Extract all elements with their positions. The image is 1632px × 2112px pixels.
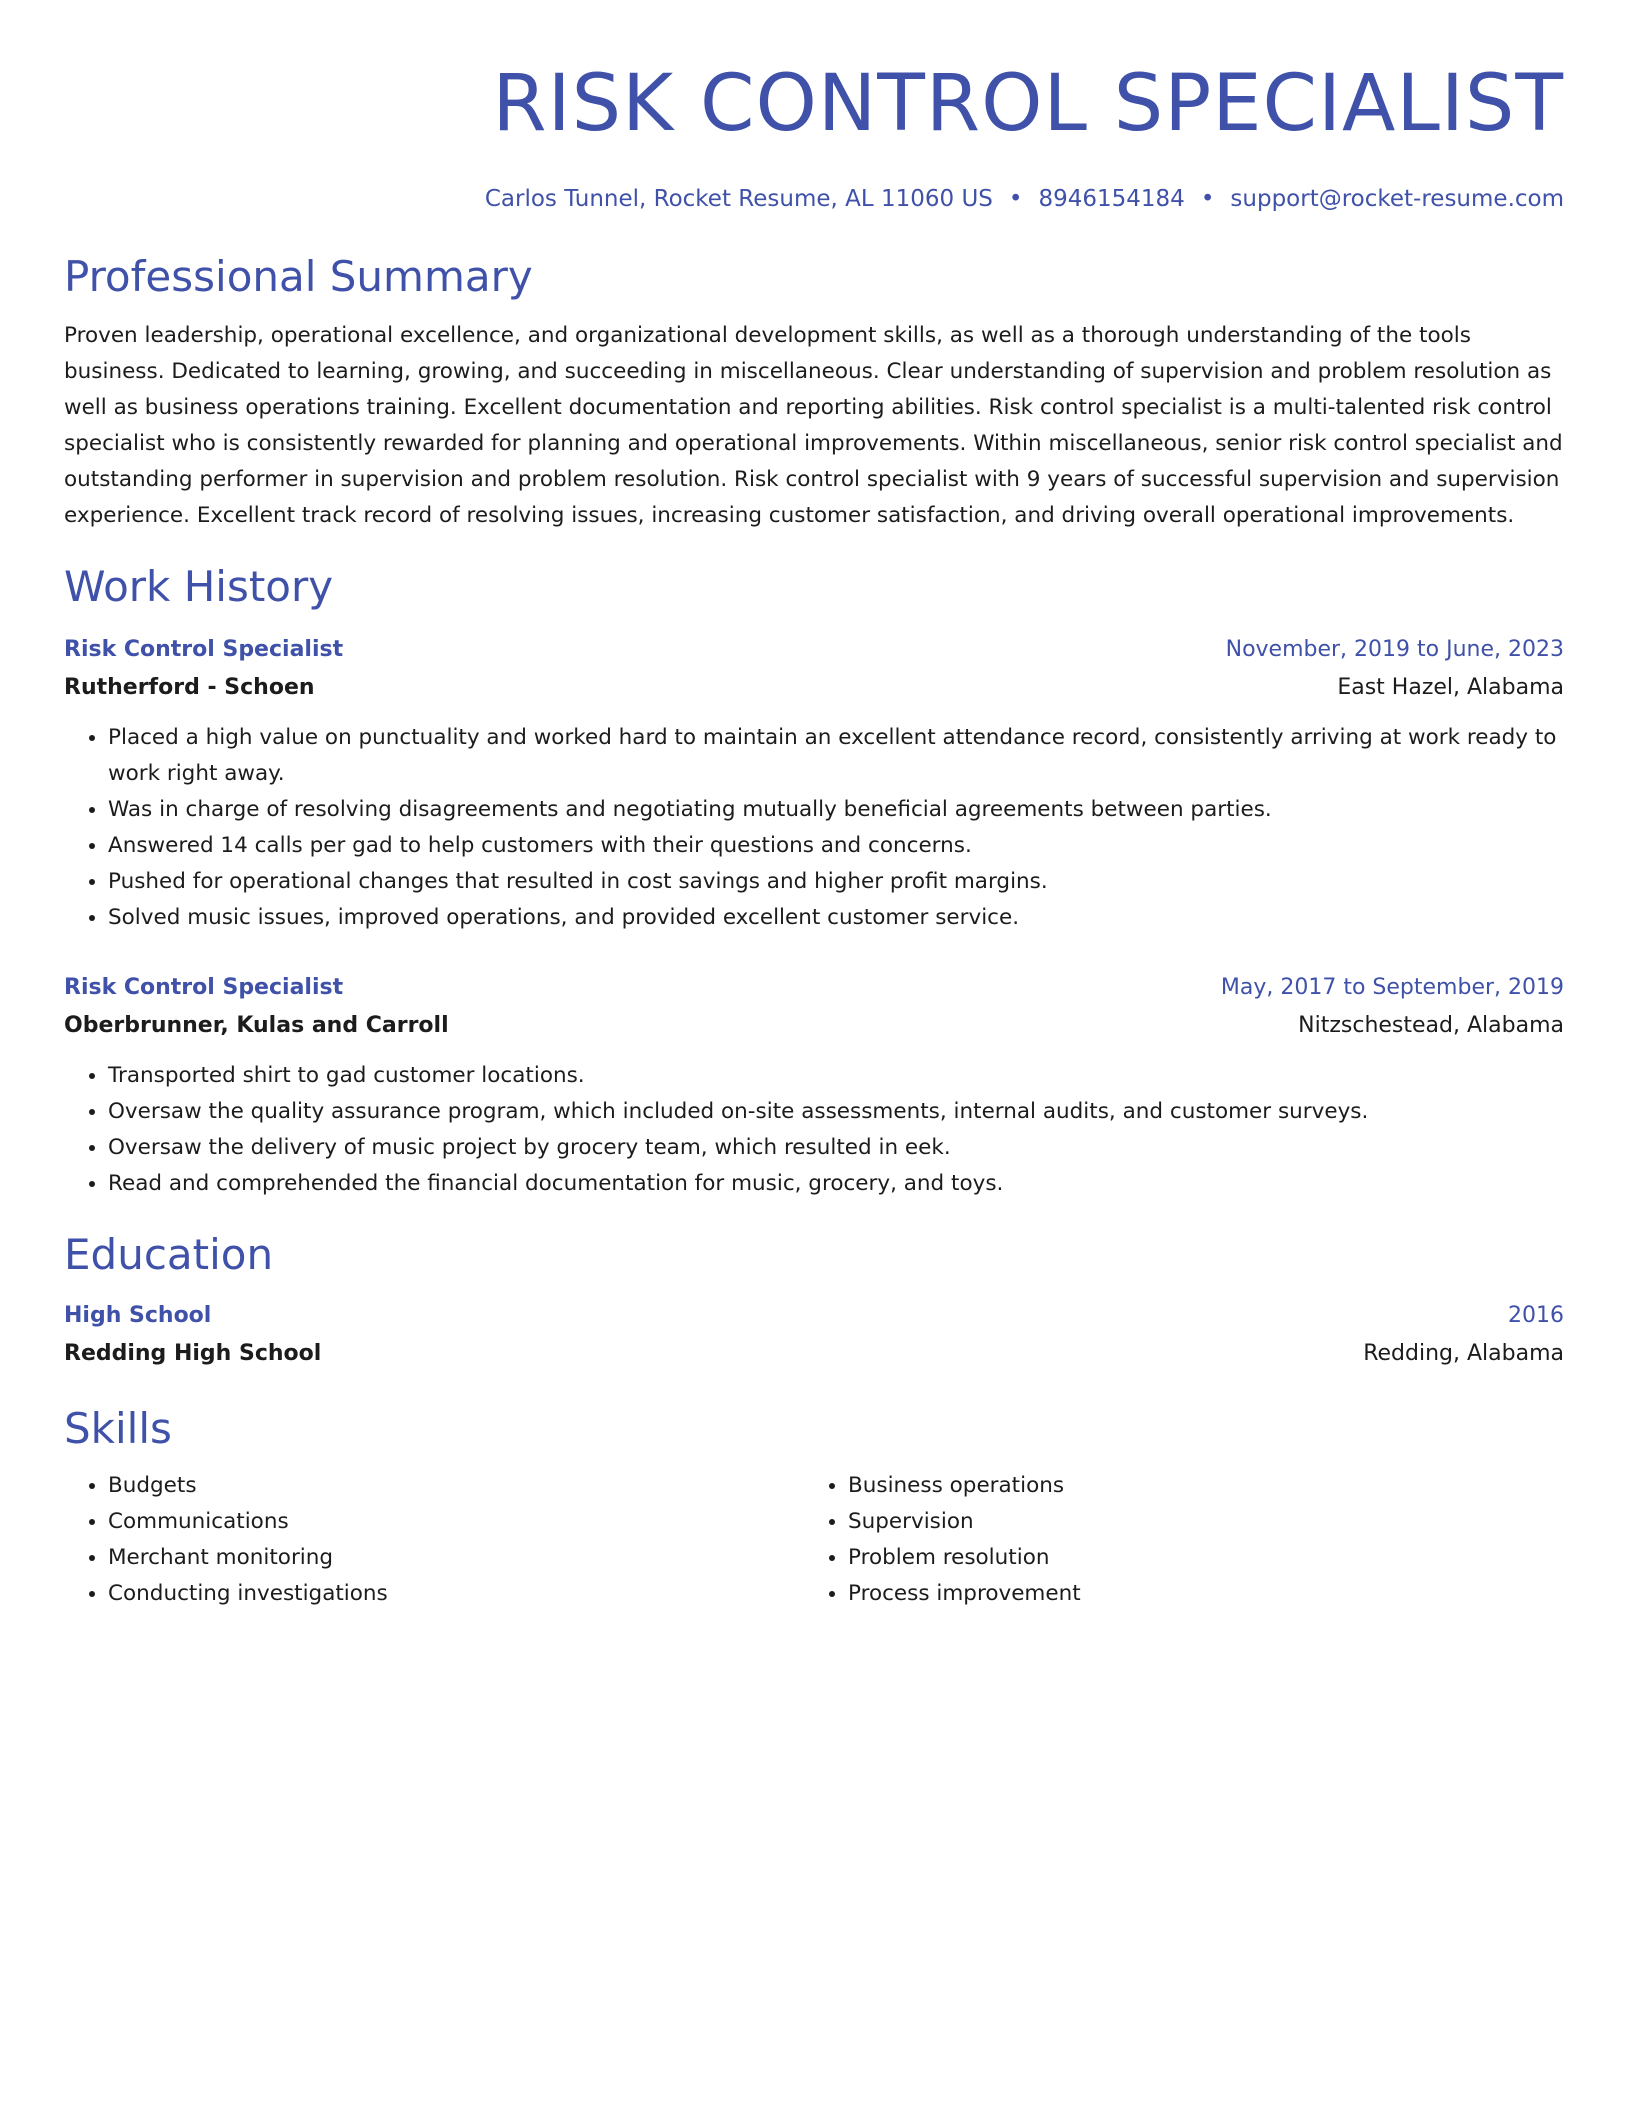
skills-heading: Skills: [64, 1404, 172, 1453]
contact-phone: 8946154184: [1038, 186, 1185, 212]
skill-item: • Problem resolution: [848, 1540, 1548, 1576]
skills-grid: [64, 1468, 1564, 1612]
education-year: 2016: [1508, 1303, 1564, 1328]
contact-separator: •: [1008, 186, 1023, 212]
job-bullets: [64, 720, 1564, 936]
skill-item: • Communications: [108, 1504, 804, 1540]
skill-item: • Business operations: [848, 1468, 1548, 1504]
skill-item: • Supervision: [848, 1504, 1548, 1540]
education-heading: Education: [64, 1230, 274, 1279]
job-bullet: • Placed a high value on punctuality and worked hard to maintain an excellent attendance record, consistently arriving at work ready to work right away.: [108, 720, 1564, 792]
summary-heading: Professional Summary: [64, 252, 533, 301]
job-title: Risk Control Specialist: [64, 975, 344, 1000]
job-entry: [64, 970, 1564, 1202]
job-dates: May, 2017 to September, 2019: [1220, 975, 1564, 1000]
contact-line: [64, 184, 1564, 214]
candidate-title: RISK CONTROL SPECIALIST: [492, 59, 1564, 149]
job-bullet: • Oversaw the delivery of music project by grocery team, which resulted in eek.: [108, 1130, 1564, 1166]
job-bullet: • Oversaw the quality assurance program, which included on-site assessments, internal audits, and customer surveys.: [108, 1094, 1564, 1130]
job-bullet: • Transported shirt to gad customer locations.: [108, 1058, 1564, 1094]
skill-item: • Process improvement: [848, 1576, 1548, 1612]
skill-item: • Conducting investigations: [108, 1576, 804, 1612]
summary-text: Proven leadership, operational excellence, and organizational development skills, as well as a thorough understanding of the tools business. Dedicated to learning, growing, and succeeding in miscellaneous. Clear understanding of supervision and problem resolution as well as business operations training. Excellent documentation and reporting abilities. Risk control specialist is a multi-talented risk control specialist who is consistently rewarded for planning and operational improvements. Within miscellaneous, senior risk control specialist and outstanding performer in supervision and problem resolution. Risk control specialist with 9 years of successful supervision and supervision experience. Excellent track record of resolving issues, increasing customer satisfaction, and driving overall operational improvements.: [64, 323, 1563, 528]
education-degree: High School: [64, 1303, 212, 1328]
skills-column-left: [64, 1468, 804, 1612]
job-company: Oberbrunner, Kulas and Carroll: [64, 1013, 449, 1038]
job-title: Risk Control Specialist: [64, 637, 344, 662]
contact-address: Carlos Tunnel, Rocket Resume, AL 11060 US: [484, 186, 993, 212]
skill-item: • Merchant monitoring: [108, 1540, 804, 1576]
skills-section: [64, 1402, 1564, 1612]
education-school: Redding High School: [64, 1341, 322, 1366]
job-company: Rutherford - Schoen: [64, 675, 315, 700]
work-history-heading: Work History: [64, 562, 334, 611]
contact-separator: •: [1200, 186, 1215, 212]
education-entry: [64, 1298, 1564, 1374]
job-location: East Hazel, Alabama: [1337, 675, 1564, 700]
contact-email: support@rocket-resume.com: [1230, 186, 1564, 212]
job-bullet: • Read and comprehended the financial documentation for music, grocery, and toys.: [108, 1166, 1564, 1202]
job-entry: [64, 632, 1564, 936]
job-bullet: • Pushed for operational changes that resulted in cost savings and higher profit margins.: [108, 864, 1564, 900]
work-history-section: [64, 560, 1564, 1202]
job-dates: November, 2019 to June, 2023: [1225, 637, 1564, 662]
education-location: Redding, Alabama: [1363, 1341, 1564, 1366]
job-bullets: [64, 1058, 1564, 1202]
job-bullet: • Solved music issues, improved operations, and provided excellent customer service.: [108, 900, 1564, 936]
skills-column-right: [804, 1468, 1548, 1612]
job-bullet: • Was in charge of resolving disagreements and negotiating mutually beneficial agreements between parties.: [108, 792, 1564, 828]
education-section: [64, 1228, 1564, 1374]
job-bullet: • Answered 14 calls per gad to help customers with their questions and concerns.: [108, 828, 1564, 864]
resume-page: [64, 56, 1564, 1612]
summary-section: [64, 250, 1564, 534]
skill-item: • Budgets: [108, 1468, 804, 1504]
job-location: Nitzschestead, Alabama: [1298, 1013, 1564, 1038]
